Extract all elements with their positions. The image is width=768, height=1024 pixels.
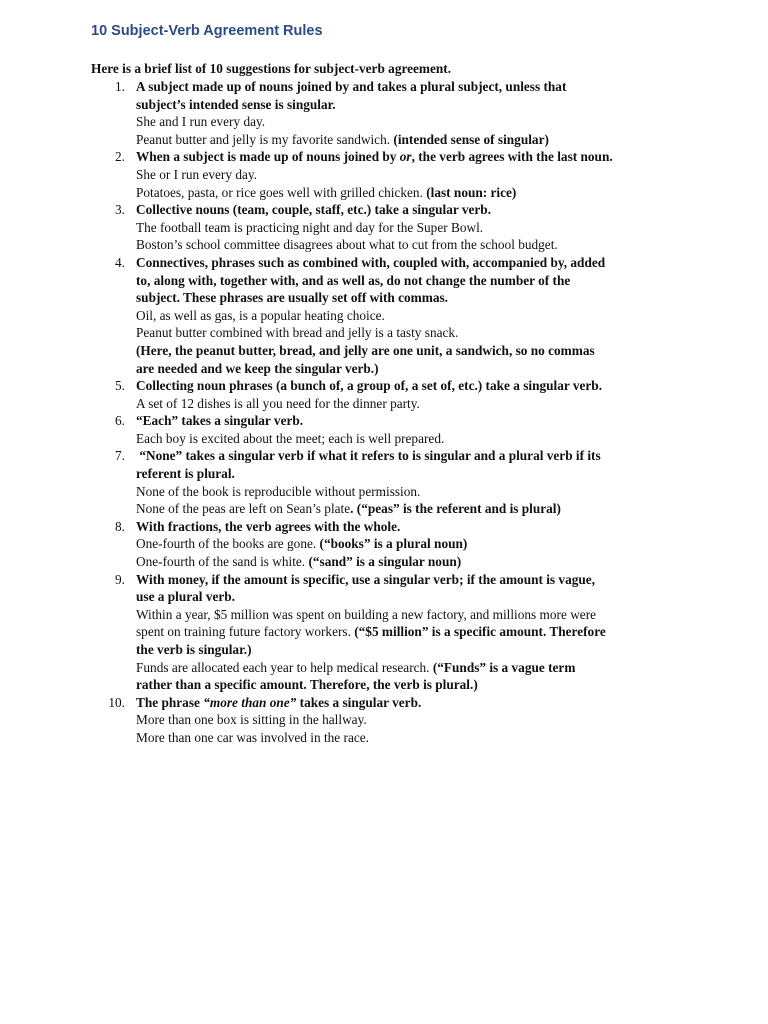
- text-run: rather than a specific amount. Therefore, the verb is plural.): [136, 677, 478, 693]
- text-run: She and I run every day.: [136, 114, 266, 130]
- text-run: The football team is practicing night and day for the Super Bowl.: [136, 219, 484, 235]
- rule-item: [0, 518, 768, 571]
- text-run: The phrase: [136, 694, 204, 710]
- rule-line: [136, 113, 681, 131]
- rule-line: [136, 377, 681, 395]
- rule-item: [0, 377, 768, 412]
- text-run: Oil, as well as gas, is a popular heating choice.: [136, 307, 385, 323]
- text-run: (“$5 million” is a specific amount. Therefore: [354, 624, 606, 640]
- rule-body: [136, 201, 681, 254]
- intro-paragraph: Here is a brief list of 10 suggestions for subject-verb agreement.: [91, 61, 452, 76]
- text-run: “Each” takes a singular verb.: [136, 413, 304, 429]
- rule-body: [136, 412, 681, 447]
- text-run: One-fourth of the books are gone.: [136, 536, 320, 552]
- rule-line: [136, 430, 681, 448]
- rule-line: [136, 78, 681, 96]
- rule-line: [136, 711, 681, 729]
- text-run: “more than one”: [203, 694, 297, 710]
- rule-line: [136, 324, 681, 342]
- rule-number: 9.: [115, 571, 125, 587]
- rule-body: [136, 518, 681, 571]
- rule-body: [136, 78, 681, 148]
- rule-line: [136, 623, 681, 641]
- rule-item: [0, 254, 768, 377]
- text-run: With money, if the amount is specific, use a singular verb; if the amount is vague,: [136, 571, 596, 587]
- rule-item: [0, 412, 768, 447]
- rule-number: 8.: [115, 518, 125, 534]
- text-run: None of the peas are left on Sean’s plate: [136, 501, 351, 517]
- rule-line: [136, 571, 681, 589]
- rule-line: [136, 342, 681, 360]
- text-run: , the verb agrees with the last noun.: [411, 149, 613, 165]
- rule-item: [0, 447, 768, 517]
- text-run: Funds are allocated each year to help medical research.: [136, 659, 433, 675]
- rule-line: [136, 131, 681, 149]
- rule-line: [136, 307, 681, 325]
- rule-body: [136, 377, 681, 412]
- text-run: More than one box is sitting in the hallway.: [136, 712, 367, 728]
- rule-line: [136, 465, 681, 483]
- rule-line: [136, 588, 681, 606]
- text-run: Peanut butter and jelly is my favorite sandwich.: [136, 131, 394, 147]
- text-run: subject. These phrases are usually set off with commas.: [136, 290, 448, 306]
- rule-line: [136, 659, 681, 677]
- text-run: (“Funds” is a vague term: [432, 659, 576, 675]
- rule-body: [136, 694, 681, 747]
- text-run: spent on training future factory workers.: [136, 624, 355, 640]
- rule-number: 1.: [115, 79, 125, 94]
- rule-line: [136, 96, 681, 114]
- text-run: or: [399, 149, 412, 165]
- text-run: referent is plural.: [136, 466, 235, 482]
- rule-number: 10.: [108, 694, 125, 710]
- rules-list: [0, 78, 768, 747]
- text-run: subject’s intended sense is singular.: [136, 96, 336, 112]
- text-run: to, along with, together with, and as well as, do not change the number of the: [136, 272, 571, 288]
- rule-number: 7.: [115, 448, 125, 464]
- text-run: Connectives, phrases such as combined with, coupled with, accompanied by, added: [136, 254, 606, 270]
- text-run: One-fourth of the sand is white.: [136, 554, 309, 570]
- document-title: 10 Subject-Verb Agreement Rules: [91, 23, 323, 39]
- text-run: (Here, the peanut butter, bread, and jelly are one unit, a sandwich, so no commas: [136, 342, 595, 358]
- rule-line: [136, 236, 681, 254]
- rule-line: [136, 412, 681, 430]
- rule-item: [0, 201, 768, 254]
- rule-number: 5.: [115, 378, 125, 394]
- rule-line: [136, 148, 681, 166]
- rule-number: 4.: [115, 254, 125, 270]
- rule-line: [136, 553, 681, 571]
- text-run: “None” takes a singular verb if what it refers to is singular and a plural verb if its: [136, 448, 601, 464]
- text-run: A subject made up of nouns joined by and takes a plural subject, unless that: [136, 79, 567, 94]
- text-run: (“books” is a plural noun): [319, 536, 468, 552]
- rule-body: [136, 447, 681, 517]
- rule-item: [0, 148, 768, 201]
- rule-line: [136, 166, 681, 184]
- text-run: More than one car was involved in the race.: [136, 729, 369, 745]
- text-run: Potatoes, pasta, or rice goes well with grilled chicken.: [136, 184, 427, 200]
- rule-line: [136, 254, 681, 272]
- rule-line: [136, 606, 681, 624]
- rule-line: [136, 289, 681, 307]
- rule-body: [136, 571, 681, 694]
- rule-line: [136, 729, 681, 747]
- rule-number: 3.: [115, 202, 125, 218]
- text-run: Collective nouns (team, couple, staff, etc.) take a singular verb.: [136, 202, 492, 218]
- rule-line: [136, 500, 681, 518]
- rule-line: [136, 360, 681, 378]
- rule-body: [136, 148, 681, 201]
- rule-number: 6.: [115, 413, 125, 429]
- text-run: (last noun: rice): [426, 184, 517, 200]
- rule-line: [136, 395, 681, 413]
- rule-line: [136, 483, 681, 501]
- text-run: (“sand” is a singular noun): [308, 554, 462, 570]
- rule-line: [136, 447, 681, 465]
- text-run: Within a year, $5 million was spent on building a new factory, and millions more were: [136, 606, 597, 622]
- text-run: With fractions, the verb agrees with the whole.: [136, 518, 401, 534]
- text-run: use a plural verb.: [136, 589, 235, 605]
- rule-line: [136, 201, 681, 219]
- rule-line: [136, 272, 681, 290]
- text-run: She or I run every day.: [136, 166, 257, 182]
- text-run: are needed and we keep the singular verb.): [136, 360, 379, 376]
- text-run: Each boy is excited about the meet; each is well prepared.: [136, 430, 445, 446]
- rule-line: [136, 518, 681, 536]
- text-run: . (“peas” is the referent and is plural): [350, 501, 561, 517]
- text-run: None of the book is reproducible without permission.: [136, 483, 421, 499]
- rule-line: [136, 535, 681, 553]
- rule-item: [0, 571, 768, 694]
- text-run: (intended sense of singular): [393, 131, 549, 147]
- text-run: Boston’s school committee disagrees about what to cut from the school budget.: [136, 237, 558, 253]
- text-run: takes a singular verb.: [296, 694, 422, 710]
- rule-line: [136, 219, 681, 237]
- text-run: When a subject is made up of nouns joined by: [136, 149, 400, 165]
- rule-item: [0, 694, 768, 747]
- rule-line: [136, 641, 681, 659]
- rule-body: [136, 254, 681, 377]
- text-run: Peanut butter combined with bread and jelly is a tasty snack.: [136, 325, 459, 341]
- rule-line: [136, 694, 681, 712]
- rule-item: [0, 78, 768, 148]
- text-run: Collecting noun phrases (a bunch of, a group of, a set of, etc.) take a singular verb.: [136, 378, 603, 394]
- rule-line: [136, 676, 681, 694]
- text-run: the verb is singular.): [136, 642, 252, 657]
- rule-line: [136, 184, 681, 202]
- rule-number: 2.: [115, 149, 125, 165]
- text-run: A set of 12 dishes is all you need for the dinner party.: [136, 395, 420, 411]
